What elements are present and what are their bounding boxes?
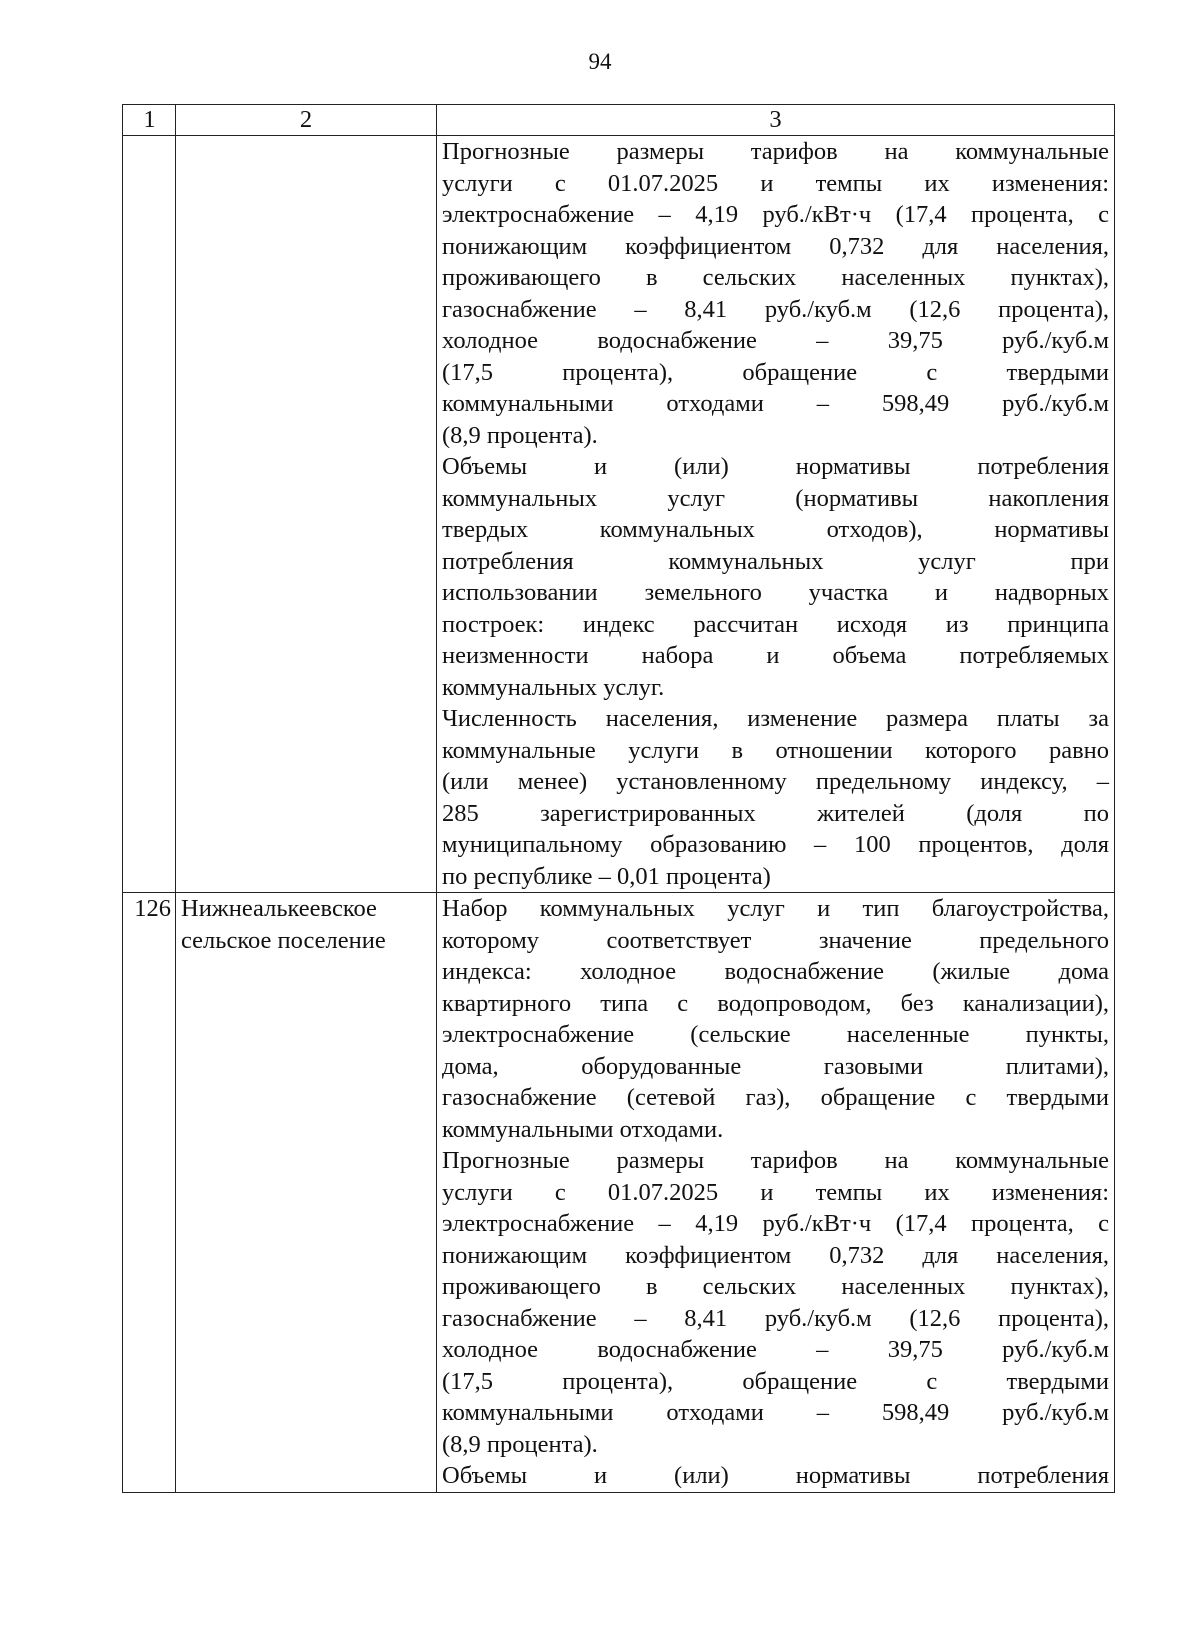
text-line: понижающим коэффициентом 0,732 для населения, [442,232,1109,260]
description-paragraph [442,703,1109,892]
table-header-row [123,105,1115,136]
settlement-name-cell [176,136,437,893]
text-line: электроснабжение – 4,19 руб./кВт·ч (17,4 процента, с [442,1210,1109,1237]
text-line: коммунальные услуги в отношении которого равно [442,736,1109,764]
text-line: Прогнозные размеры тарифов на коммунальные [442,1147,1109,1174]
text-line: (17,5 процента), обращение с твердыми [442,358,1109,386]
text-line: квартирного типа с водопроводом, без канализации), [442,989,1109,1017]
description-paragraph [442,1145,1109,1460]
text-line: понижающим коэффициентом 0,732 для населения, [442,1241,1109,1269]
text-line: Объемы и (или) нормативы потребления [442,1462,1109,1489]
description-paragraph [442,1460,1109,1492]
column-header-3: 3 [437,105,1115,136]
text-line: неизменности набора и объема потребляемых [442,642,1109,669]
description-paragraph [442,893,1109,1145]
text-line: проживающего в сельских населенных пунктах), [442,264,1109,291]
row-number-cell: 126 [123,893,176,1493]
text-line: электроснабжение (сельские населенные пункты, [442,1021,1109,1048]
row-number-cell [123,136,176,893]
column-header-2: 2 [176,105,437,136]
text-line: Набор коммунальных услуг и тип благоустройства, [442,895,1109,922]
text-line: газоснабжение (сетевой газ), обращение с твердыми [442,1084,1109,1111]
text-line: муниципальному образованию – 100 процентов, доля [442,831,1109,858]
text-line: (8,9 процента). [442,421,598,449]
text-line: коммунальными отходами – 598,49 руб./куб.м [442,390,1109,417]
text-line: коммунальных услуг (нормативы накопления [442,484,1109,512]
description-paragraph [442,451,1109,703]
text-line: построек: индекс рассчитан исходя из принципа [442,610,1109,638]
text-line: коммунальными отходами. [442,1115,724,1143]
text-line: коммунальных услуг. [442,673,665,701]
text-line: по республике – 0,01 процента) [442,862,771,890]
text-line: использовании земельного участка и надворных [442,579,1109,606]
tariff-table [122,104,1115,1493]
table-row [123,893,1115,1493]
text-line: (или менее) установленному предельному индексу, – [442,768,1109,795]
text-line: (8,9 процента). [442,1430,598,1458]
text-line: дома, оборудованные газовыми плитами), [442,1052,1109,1080]
text-line: услуги с 01.07.2025 и темпы их изменения: [442,1178,1109,1206]
text-line: Объемы и (или) нормативы потребления [442,453,1109,480]
text-line: Прогнозные размеры тарифов на коммунальные [442,138,1109,165]
description-paragraph [442,136,1109,451]
text-line: электроснабжение – 4,19 руб./кВт·ч (17,4 процента, с [442,201,1109,228]
page-number: 94 [588,49,612,74]
table-row [123,136,1115,893]
text-line: газоснабжение – 8,41 руб./куб.м (12,6 процента), [442,1304,1109,1332]
text-line: Численность населения, изменение размера платы за [442,705,1109,732]
text-line: индекса: холодное водоснабжение (жилые дома [442,958,1109,985]
settlement-name-cell: Нижнеалькеевское сельское поселение [176,893,437,1493]
text-line: коммунальными отходами – 598,49 руб./куб.м [442,1399,1109,1426]
text-line: которому соответствует значение предельного [442,926,1109,954]
text-line: (17,5 процента), обращение с твердыми [442,1367,1109,1395]
text-line: холодное водоснабжение – 39,75 руб./куб.м [442,327,1109,354]
text-line: услуги с 01.07.2025 и темпы их изменения: [442,169,1109,197]
description-cell [437,136,1115,893]
text-line: проживающего в сельских населенных пунктах), [442,1273,1109,1300]
column-header-1: 1 [123,105,176,136]
text-line: газоснабжение – 8,41 руб./куб.м (12,6 процента), [442,295,1109,323]
description-cell [437,893,1115,1493]
text-line: 285 зарегистрированных жителей (доля по [442,799,1109,827]
text-line: потребления коммунальных услуг при [442,547,1109,575]
text-line: холодное водоснабжение – 39,75 руб./куб.м [442,1336,1109,1363]
text-line: твердых коммунальных отходов), нормативы [442,516,1109,543]
